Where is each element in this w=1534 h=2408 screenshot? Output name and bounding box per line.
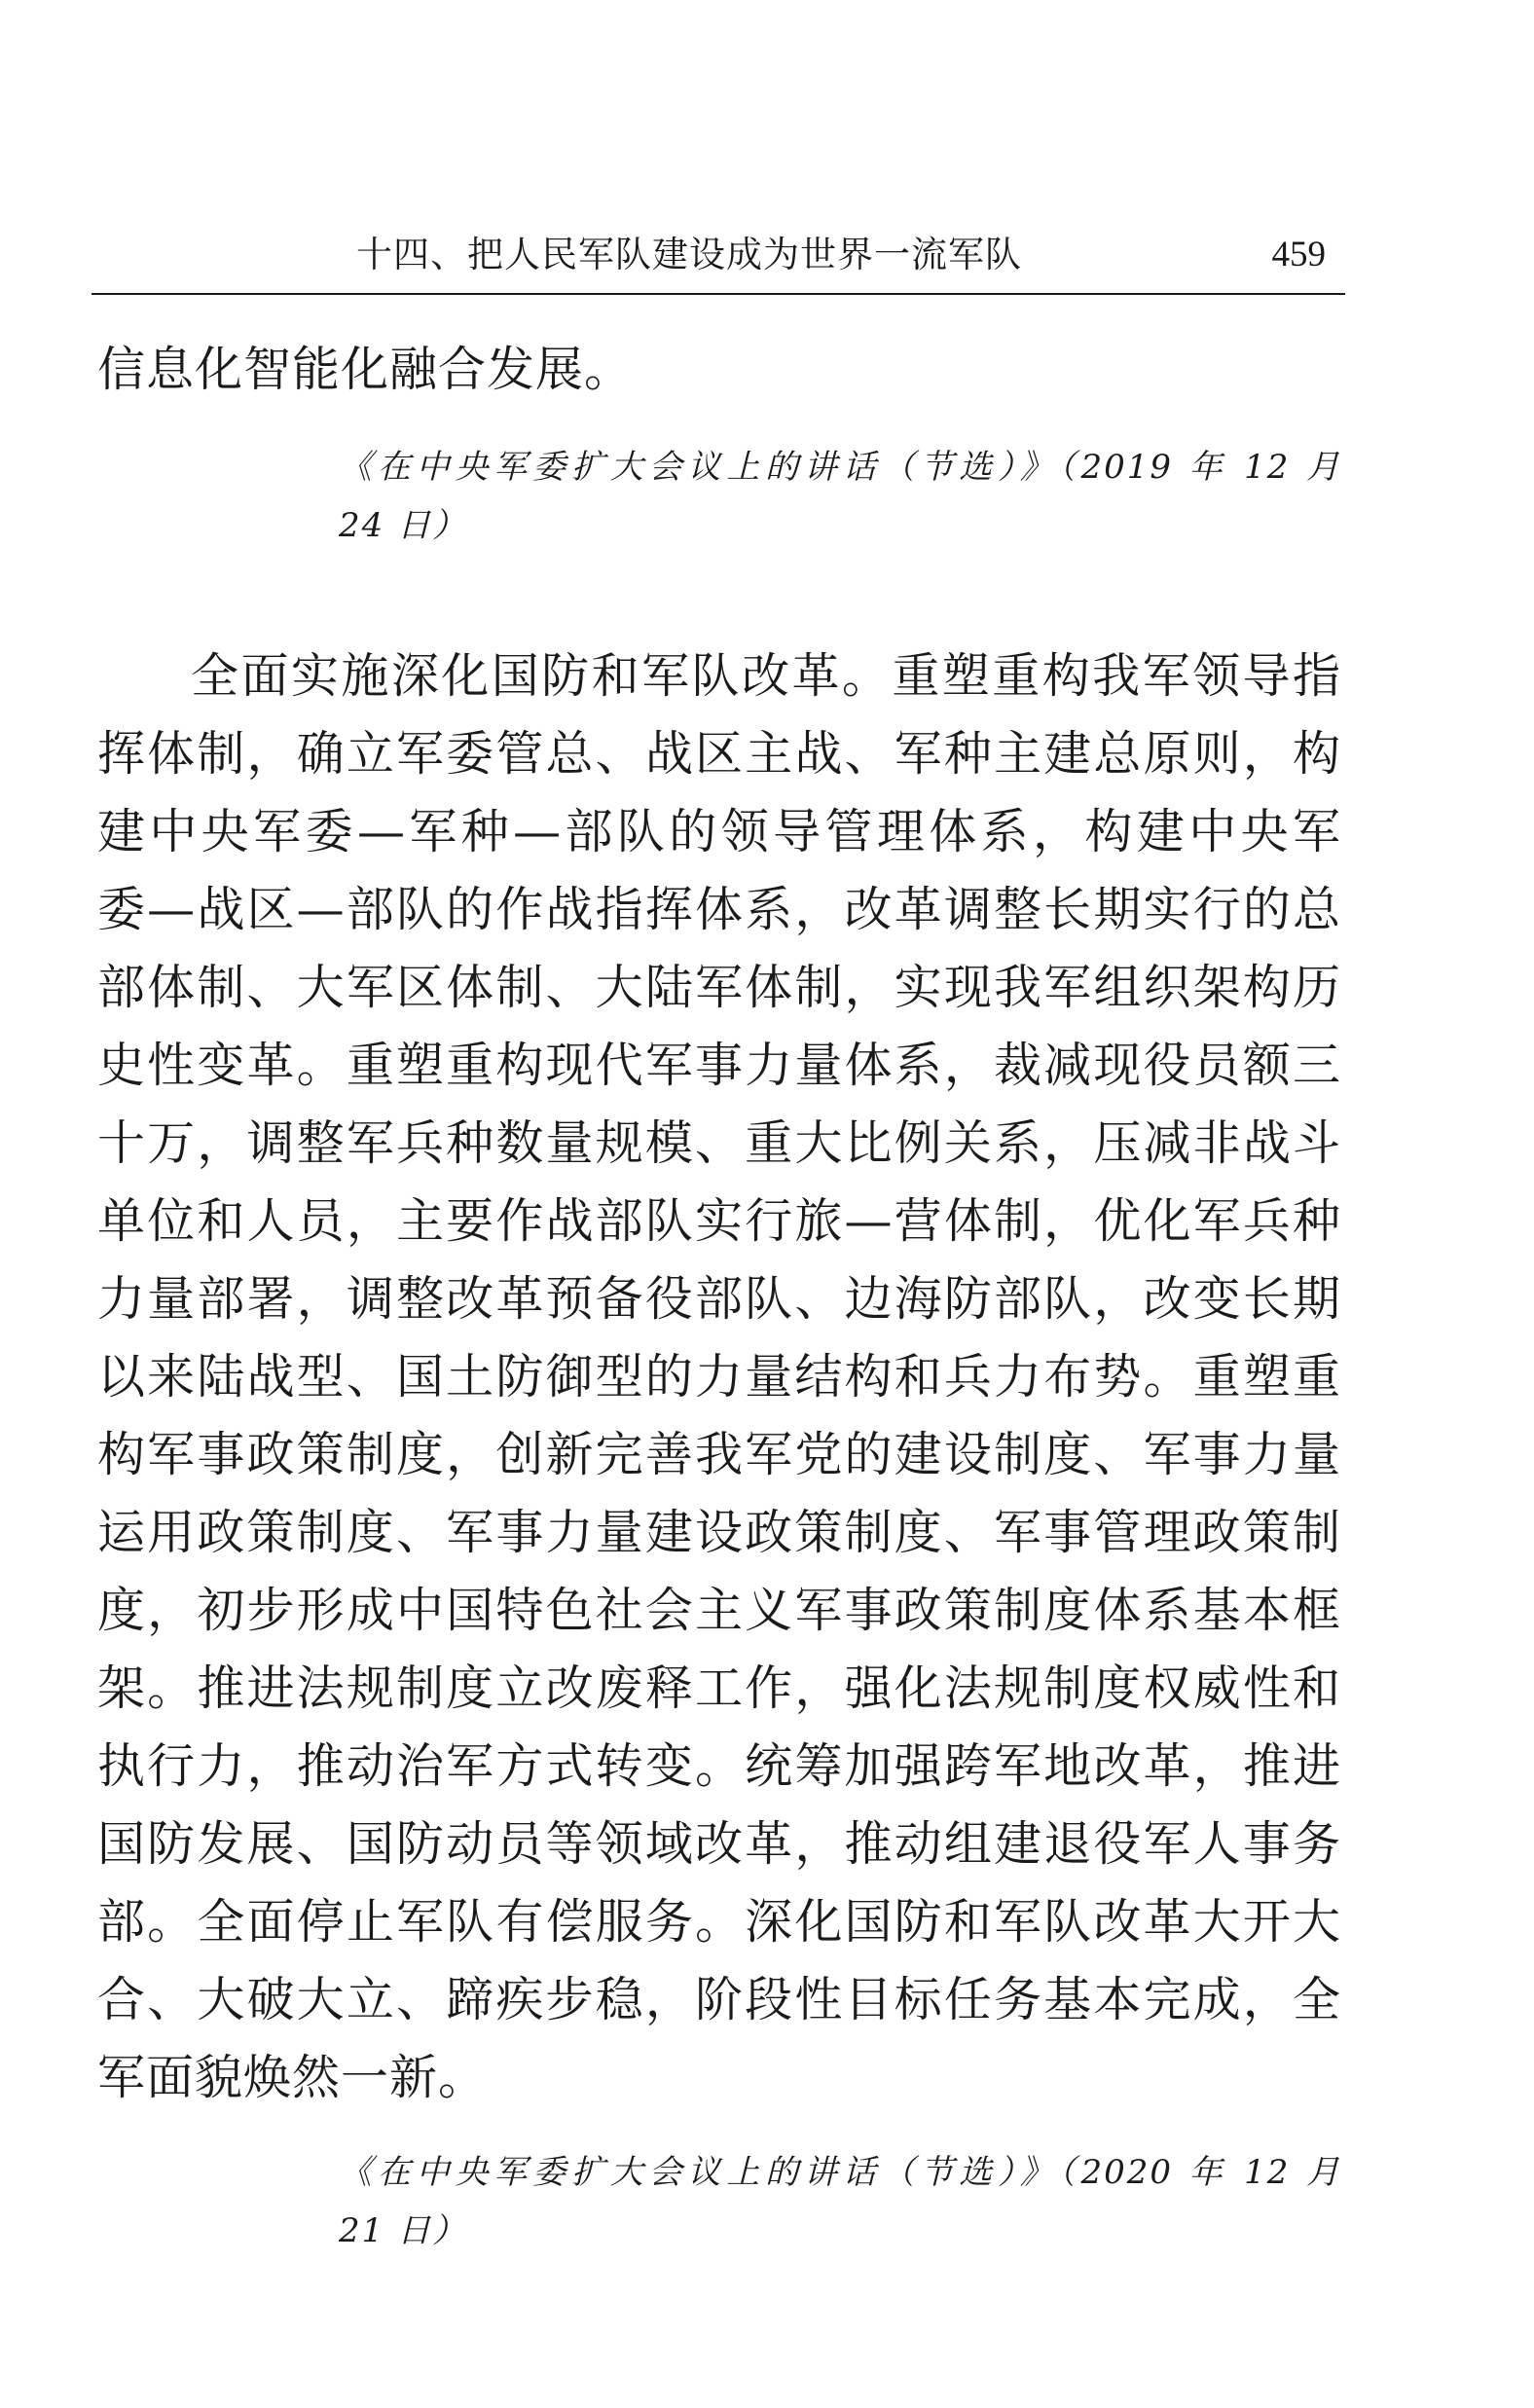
paragraph-line: 军面貌焕然一新。 xyxy=(97,2050,488,2105)
paragraph-line: 构军事政策制度，创新完善我军党的建设制度、军事力量 xyxy=(97,1427,1341,1482)
paragraph-line: 度，初步形成中国特色社会主义军事政策制度体系基本框 xyxy=(97,1583,1341,1638)
paragraph-line: 信息化智能化融合发展。 xyxy=(97,342,634,397)
source-citation-line: 《在中央军委扩大会议上的讲话（节选）》（2020 年 12 月 xyxy=(339,2153,1341,2192)
paragraph-line: 史性变革。重塑重构现代军事力量体系，裁减现役员额三 xyxy=(97,1038,1341,1093)
running-title: 十四、把人民军队建设成为世界一流军队 xyxy=(356,234,1022,275)
running-head xyxy=(91,232,1345,290)
paragraph-line: 建中央军委—军种—部队的领导管理体系，构建中央军 xyxy=(97,804,1341,859)
paragraph-line: 架。推进法规制度立改废释工作，强化法规制度权威性和 xyxy=(97,1660,1341,1716)
paragraph-line: 单位和人员，主要作战部队实行旅—营体制，优化军兵种 xyxy=(97,1193,1341,1249)
paragraph-line: 部体制、大军区体制、大陆军体制，实现我军组织架构历 xyxy=(97,960,1341,1015)
paragraph-line: 合、大破大立、蹄疾步稳，阶段性目标任务基本完成，全 xyxy=(97,1972,1341,2027)
source-citation-line: 24 日） xyxy=(339,506,468,545)
paragraph-line: 部。全面停止军队有偿服务。深化国防和军队改革大开大 xyxy=(97,1894,1341,1950)
source-citation-line: 《在中央军委扩大会议上的讲话（节选）》（2019 年 12 月 xyxy=(339,448,1341,487)
paragraph-line: 十万，调整军兵种数量规模、重大比例关系，压减非战斗 xyxy=(97,1115,1341,1171)
paragraph-line: 国防发展、国防动员等领域改革，推动组建退役军人事务 xyxy=(97,1816,1341,1872)
source-citation-line: 21 日） xyxy=(339,2211,468,2250)
paragraph-line: 执行力，推动治军方式转变。统筹加强跨军地改革，推进 xyxy=(97,1738,1341,1794)
paragraph-line: 以来陆战型、国土防御型的力量结构和兵力布势。重塑重 xyxy=(97,1349,1341,1405)
paragraph-line: 挥体制，确立军委管总、战区主战、军种主建总原则，构 xyxy=(97,726,1341,782)
page-number: 459 xyxy=(1271,235,1326,274)
header-rule xyxy=(91,293,1345,295)
paragraph-line: 全面实施深化国防和军队改革。重塑重构我军领导指 xyxy=(191,648,1341,704)
paragraph-line: 运用政策制度、军事力量建设政策制度、军事管理政策制 xyxy=(97,1505,1341,1560)
paragraph-line: 力量部署，调整改革预备役部队、边海防部队，改变长期 xyxy=(97,1271,1341,1327)
paragraph-line: 委—战区—部队的作战指挥体系，改革调整长期实行的总 xyxy=(97,882,1341,937)
